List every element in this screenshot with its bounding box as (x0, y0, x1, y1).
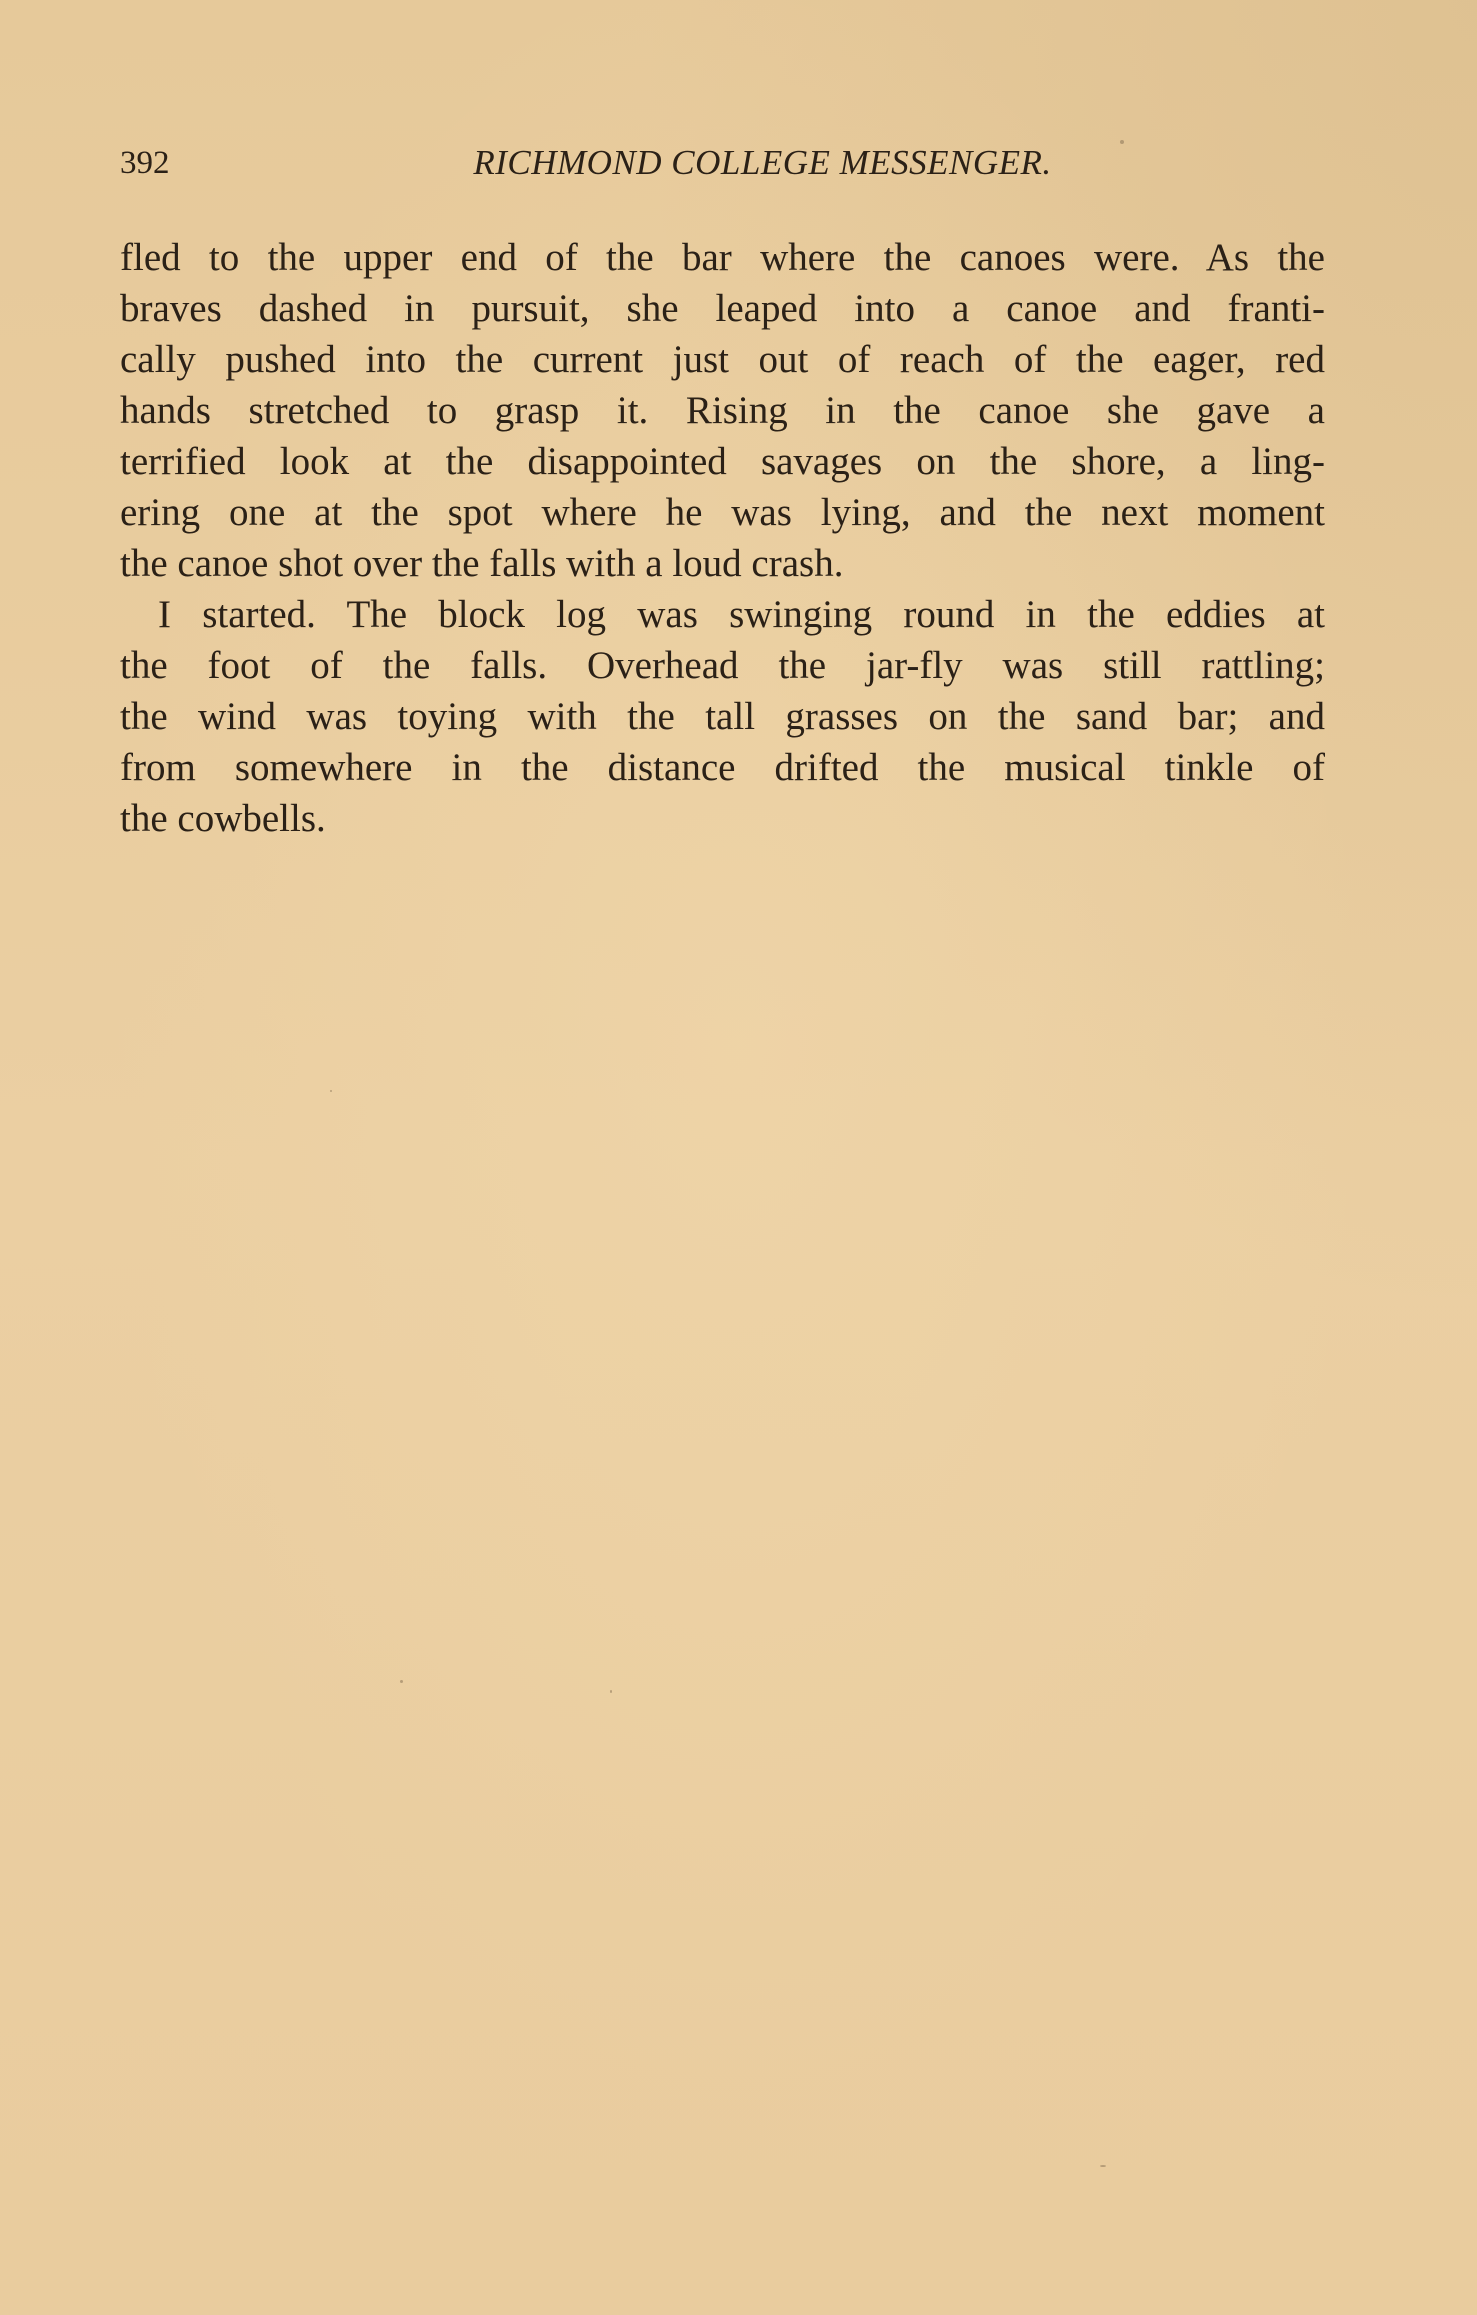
paper-speck (1120, 140, 1124, 144)
text-line: cally pushed into the current just out of reach of the eager, red (120, 338, 1325, 381)
paper-speck (330, 1090, 332, 1092)
paragraph-2 (120, 589, 1325, 844)
paper-speck (400, 1680, 403, 1683)
paragraph-1 (120, 232, 1325, 589)
text-line: the canoe shot over the falls with a loud crash. (120, 542, 844, 585)
text-line: the foot of the falls. Overhead the jar-fly was still rattling; (120, 644, 1325, 687)
text-line: I started. The block log was swinging round in the eddies at (158, 593, 1325, 636)
paper-speck (610, 1690, 612, 1693)
text-line: the wind was toying with the tall grasses on the sand bar; and (120, 695, 1325, 738)
running-head: RICHMOND COLLEGE MESSENGER. (473, 143, 1052, 182)
text-line: ering one at the spot where he was lying, and the next moment (120, 491, 1325, 534)
text-line: the cowbells. (120, 797, 326, 840)
paper-speck (1100, 2165, 1106, 2167)
page-header (120, 138, 1335, 188)
text-line: terrified look at the disappointed savages on the shore, a ling- (120, 440, 1325, 483)
text-line: hands stretched to grasp it. Rising in the canoe she gave a (120, 389, 1325, 432)
text-line: fled to the upper end of the bar where the canoes were. As the (120, 236, 1325, 279)
page-number: 392 (120, 145, 170, 181)
body-text (120, 232, 1325, 844)
text-line: from somewhere in the distance drifted the musical tinkle of (120, 746, 1325, 789)
text-line: braves dashed in pursuit, she leaped into a canoe and franti- (120, 287, 1325, 330)
